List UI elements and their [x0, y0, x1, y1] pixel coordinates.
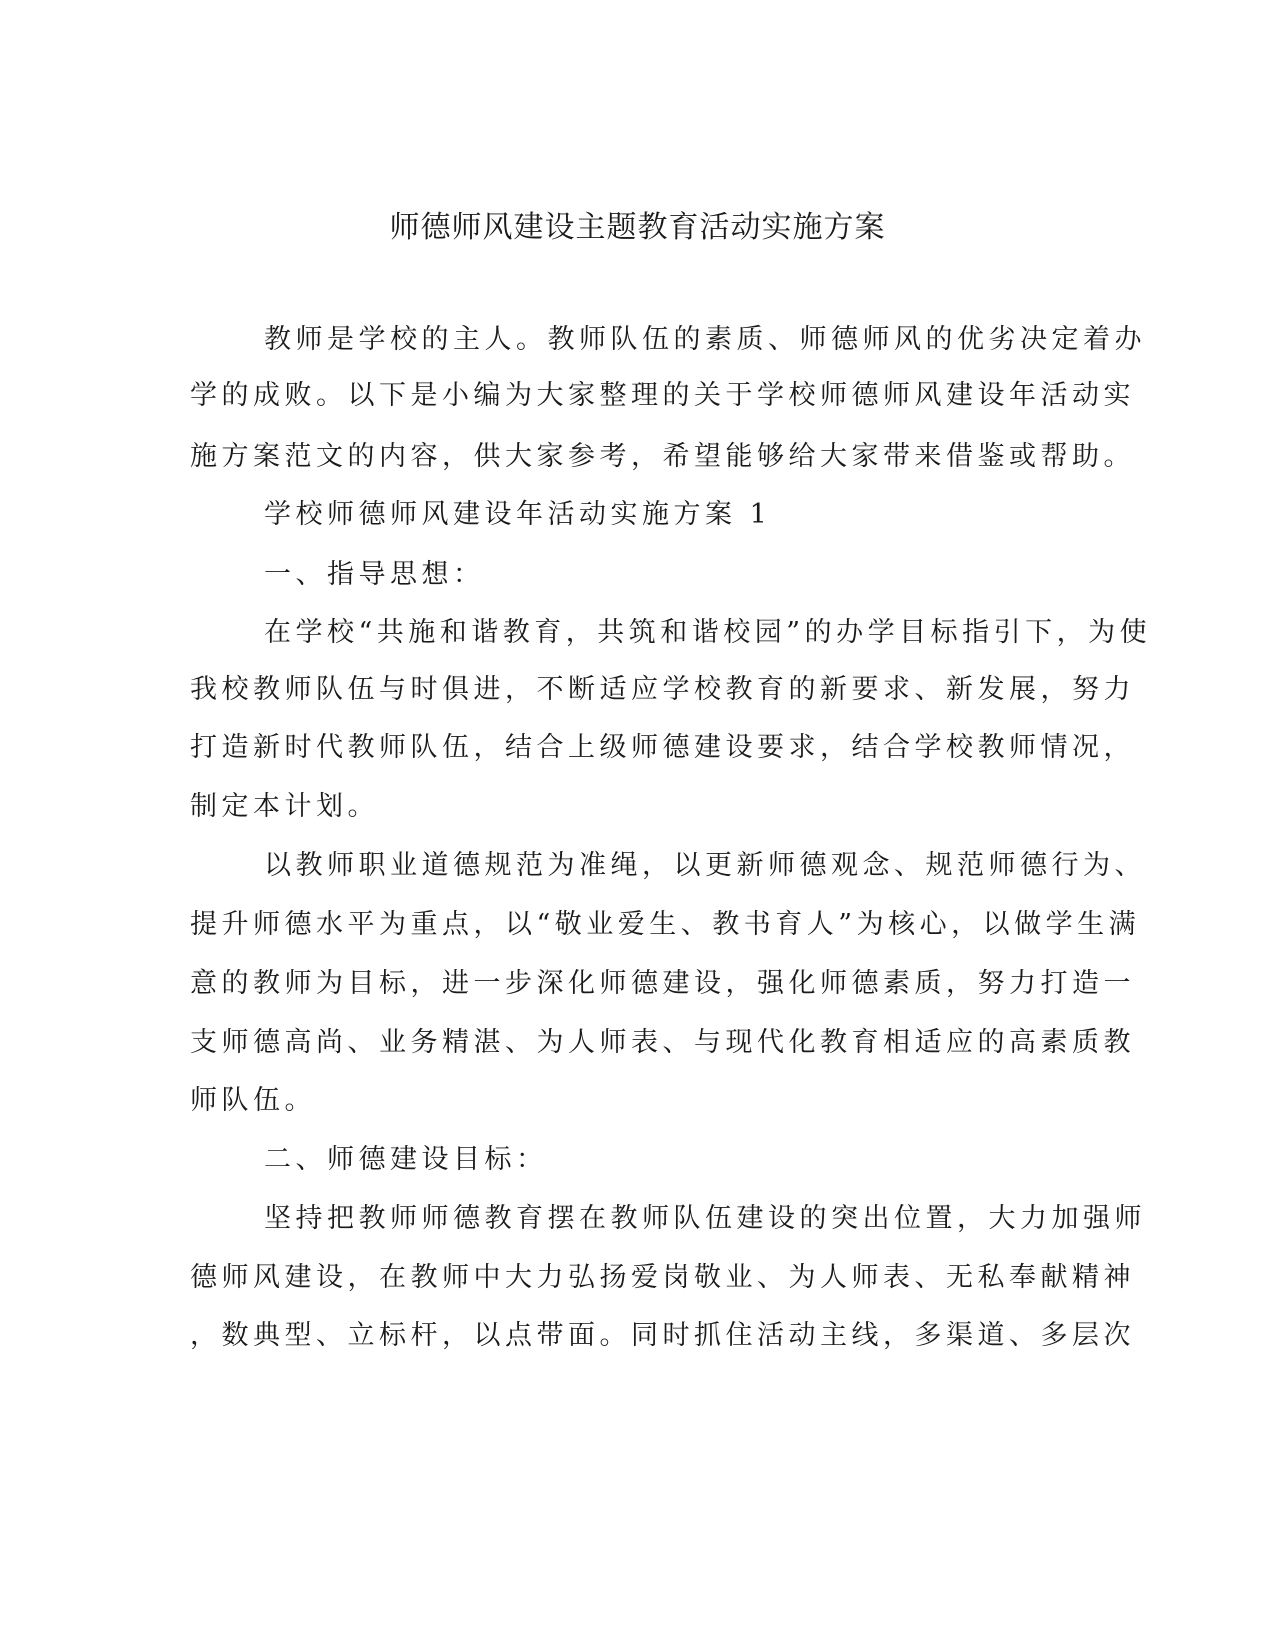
paragraph-line: 坚持把教师师德教育摆在教师队伍建设的突出位置，大力加强师 [264, 1203, 1146, 1234]
paragraph-line: 支师德高尚、业务精湛、为人师表、与现代化教育相适应的高素质教 [190, 1027, 1135, 1058]
document-title: 师德师风建设主题教育活动实施方案 [389, 210, 886, 245]
paragraph-line: 在学校“共施和谐教育，共筑和谐校园”的办学目标指引下，为使 [264, 617, 1152, 648]
paragraph-line: 意的教师为目标，进一步深化师德建设，强化师德素质，努力打造一 [190, 968, 1135, 999]
section-heading: 学校师德师风建设年活动实施方案 1 [264, 499, 772, 530]
paragraph-line: 制定本计划。 [190, 791, 379, 822]
paragraph-line: 施方案范文的内容，供大家参考，希望能够给大家带来借鉴或帮助。 [190, 441, 1135, 472]
paragraph-line: 打造新时代教师队伍，结合上级师德建设要求，结合学校教师情况， [190, 732, 1135, 763]
paragraph-line: 教师是学校的主人。教师队伍的素质、师德师风的优劣决定着办 [264, 324, 1146, 355]
paragraph-line: 以教师职业道德规范为准绳，以更新师德观念、规范师德行为、 [264, 850, 1146, 881]
section-heading: 一、指导思想： [264, 559, 485, 590]
paragraph-line: 学的成败。以下是小编为大家整理的关于学校师德师风建设年活动实 [190, 380, 1135, 411]
paragraph-line: ，数典型、立标杆，以点带面。同时抓住活动主线，多渠道、多层次 [190, 1320, 1135, 1351]
paragraph-line: 师队伍。 [190, 1085, 316, 1116]
paragraph-line: 德师风建设，在教师中大力弘扬爱岗敬业、为人师表、无私奉献精神 [190, 1262, 1135, 1293]
paragraph-line: 我校教师队伍与时俱进，不断适应学校教育的新要求、新发展，努力 [190, 674, 1135, 705]
section-heading: 二、师德建设目标： [264, 1144, 548, 1175]
paragraph-line: 提升师德水平为重点，以“敬业爱生、教书育人”为核心，以做学生满 [190, 909, 1141, 940]
